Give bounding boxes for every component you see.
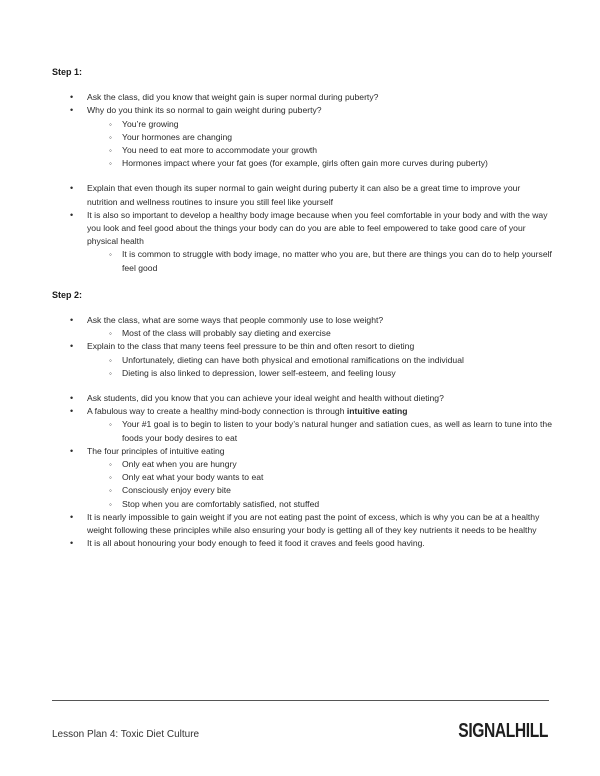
footer-divider	[52, 700, 549, 701]
step2-list	[52, 314, 552, 380]
sub-list-item: ◦ Only eat what your body wants to eat	[52, 471, 552, 484]
step1-heading: Step 1:	[52, 67, 83, 77]
sub-list-item: ◦ It is common to struggle with body image, no matter who you are, but there are things you can do to help yourself feel good	[52, 248, 552, 274]
sub-list-item: ◦ Dieting is also linked to depression, lower self-esteem, and feeling lousy	[52, 367, 552, 380]
list-item: • Ask the class, what are some ways that people commonly use to lose weight?	[52, 314, 552, 327]
sub-list-item: ◦ Your #1 goal is to begin to listen to your body’s natural hunger and satiation cues, as well as learn to tune into the foods your body desires to eat	[52, 418, 552, 444]
step1-list	[52, 91, 552, 170]
footer-lesson-title: Lesson Plan 4: Toxic Diet Culture	[52, 729, 200, 740]
bold-term: intuitive eating	[346, 406, 408, 417]
sub-list-item: ◦ You’re growing	[52, 118, 552, 131]
step2-heading: Step 2:	[52, 289, 83, 300]
sub-list-item: ◦ You need to eat more to accommodate your growth	[52, 144, 552, 157]
list-item: • It is nearly impossible to gain weight if you are not eating past the point of excess, which is why you can be at a healthy weight following these principles while also ensuring your body is getting all of they key nutrients it needs to be healthy	[52, 511, 552, 537]
step2-list-2	[52, 392, 552, 550]
sub-list-item: ◦ Stop when you are comfortably satisfied, not stuffed	[52, 498, 552, 511]
sub-list-item: ◦ Unfortunately, dieting can have both physical and emotional ramifications on the individual	[52, 354, 552, 367]
logo-text-b: HILL	[514, 720, 548, 742]
list-item-text: A fabulous way to create a healthy mind-body connection is through	[87, 406, 347, 417]
sub-list-item: ◦ Most of the class will probably say dieting and exercise	[52, 327, 552, 340]
list-item: • Why do you think its so normal to gain weight during puberty?	[52, 104, 552, 117]
sub-list-item: ◦ Only eat when you are hungry	[52, 458, 552, 471]
list-item: • Explain that even though its super normal to gain weight during puberty it can also be a great time to improve your nutrition and wellness routines to insure you still feel like yourself	[52, 182, 552, 208]
list-item: • It is all about honouring your body enough to feed it food it craves and feels good having.	[52, 537, 552, 550]
list-item: • The four principles of intuitive eating	[52, 445, 552, 458]
list-item: • Ask the class, did you know that weight gain is super normal during puberty?	[52, 91, 552, 104]
logo-text-a: SIGNAL	[458, 720, 515, 742]
step1-list-2	[52, 182, 552, 274]
signal-hill-logo	[458, 720, 548, 743]
sub-list-item: ◦ Hormones impact where your fat goes (for example, girls often gain more curves during puberty)	[52, 157, 552, 170]
list-item: • Ask students, did you know that you can achieve your ideal weight and health without dieting?	[52, 392, 552, 405]
lesson-content	[52, 66, 552, 551]
sub-list-item: ◦ Consciously enjoy every bite	[52, 484, 552, 497]
list-item: • Explain to the class that many teens feel pressure to be thin and often resort to dieting	[52, 340, 552, 353]
list-item	[52, 405, 552, 418]
sub-list-item: ◦ Your hormones are changing	[52, 131, 552, 144]
list-item: • It is also so important to develop a healthy body image because when you feel comfortable in your body and with the way you look and feel good about the things your body can do you are able to feel empowered to take good care of your physical health	[52, 209, 552, 249]
